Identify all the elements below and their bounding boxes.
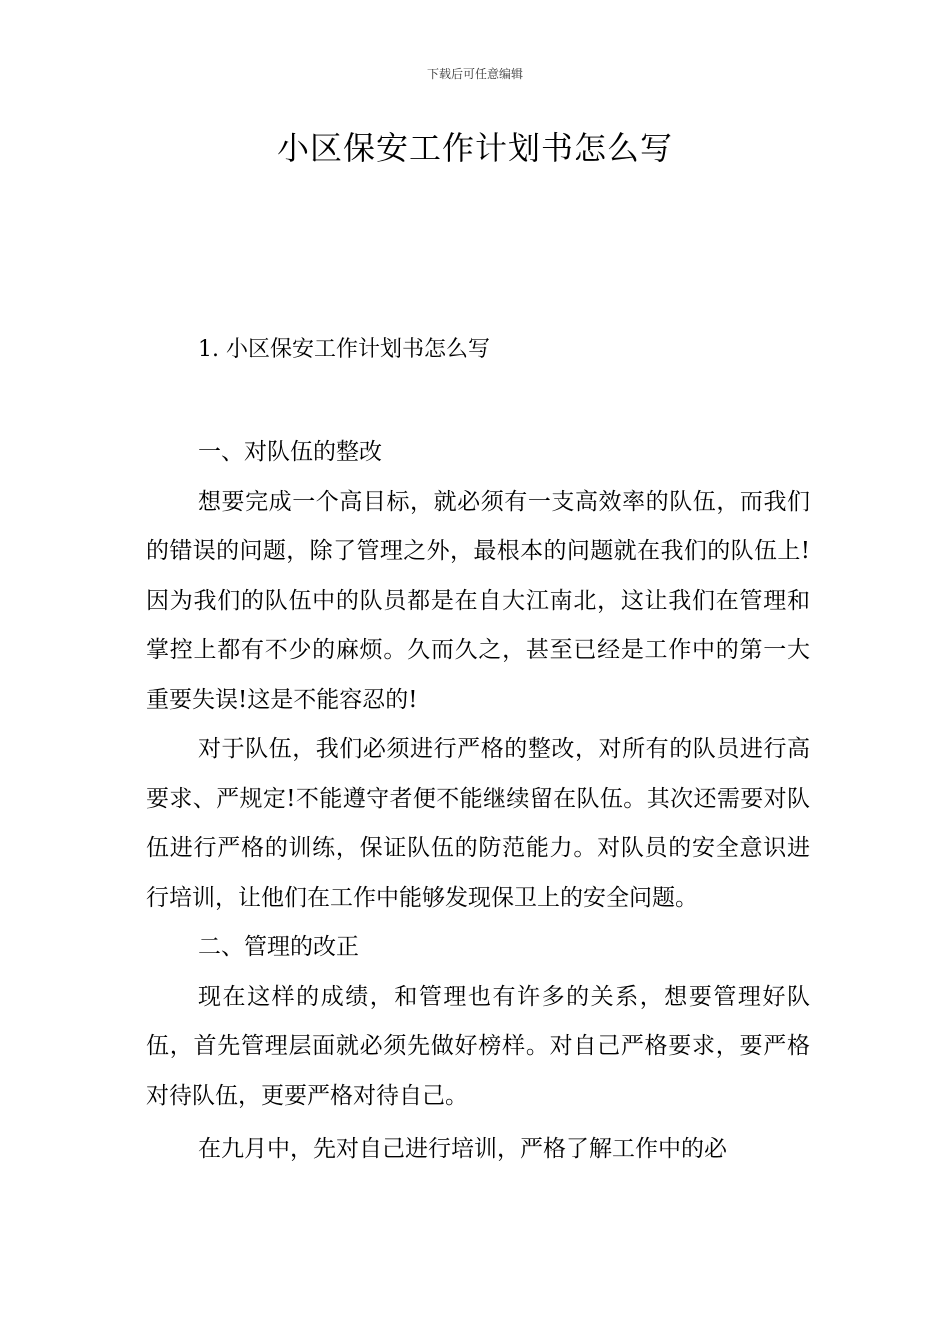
subheading-management-correction: 二、管理的改正 xyxy=(198,934,359,960)
document-title: 小区保安工作计划书怎么写 xyxy=(276,129,673,167)
paragraph: 想要完成一个高目标，就必须有一支高效率的队伍，而我们的错误的问题，除了管理之外，最根本的问题就在我们的队伍上!因为我们的队伍中的队员都是在自大江南北，这让我们在管理和掌控上都有不少的麻烦。久而久之，甚至已经是工作中的第一大重要失误!这是不能容忍的! xyxy=(146,488,810,713)
section-heading: 1. 小区保安工作计划书怎么写 xyxy=(198,337,490,362)
paragraph: 在九月中，先对自己进行培训，严格了解工作中的必 xyxy=(198,1136,727,1162)
paragraph: 现在这样的成绩，和管理也有许多的关系，想要管理好队伍，首先管理层面就必须先做好榜样。对自己严格要求，要严格对待队伍，更要严格对待自己。 xyxy=(146,983,810,1109)
document-body xyxy=(146,428,810,1175)
header-note: 下载后可任意编辑 xyxy=(426,67,523,81)
subheading-team-reform: 一、对队伍的整改 xyxy=(198,439,382,465)
paragraph: 对于队伍，我们必须进行严格的整改，对所有的队员进行高要求、严规定!不能遵守者便不能继续留在队伍。其次还需要对队伍进行严格的训练，保证队伍的防范能力。对队员的安全意识进行培训，让他们在工作中能够发现保卫上的安全问题。 xyxy=(146,736,810,911)
